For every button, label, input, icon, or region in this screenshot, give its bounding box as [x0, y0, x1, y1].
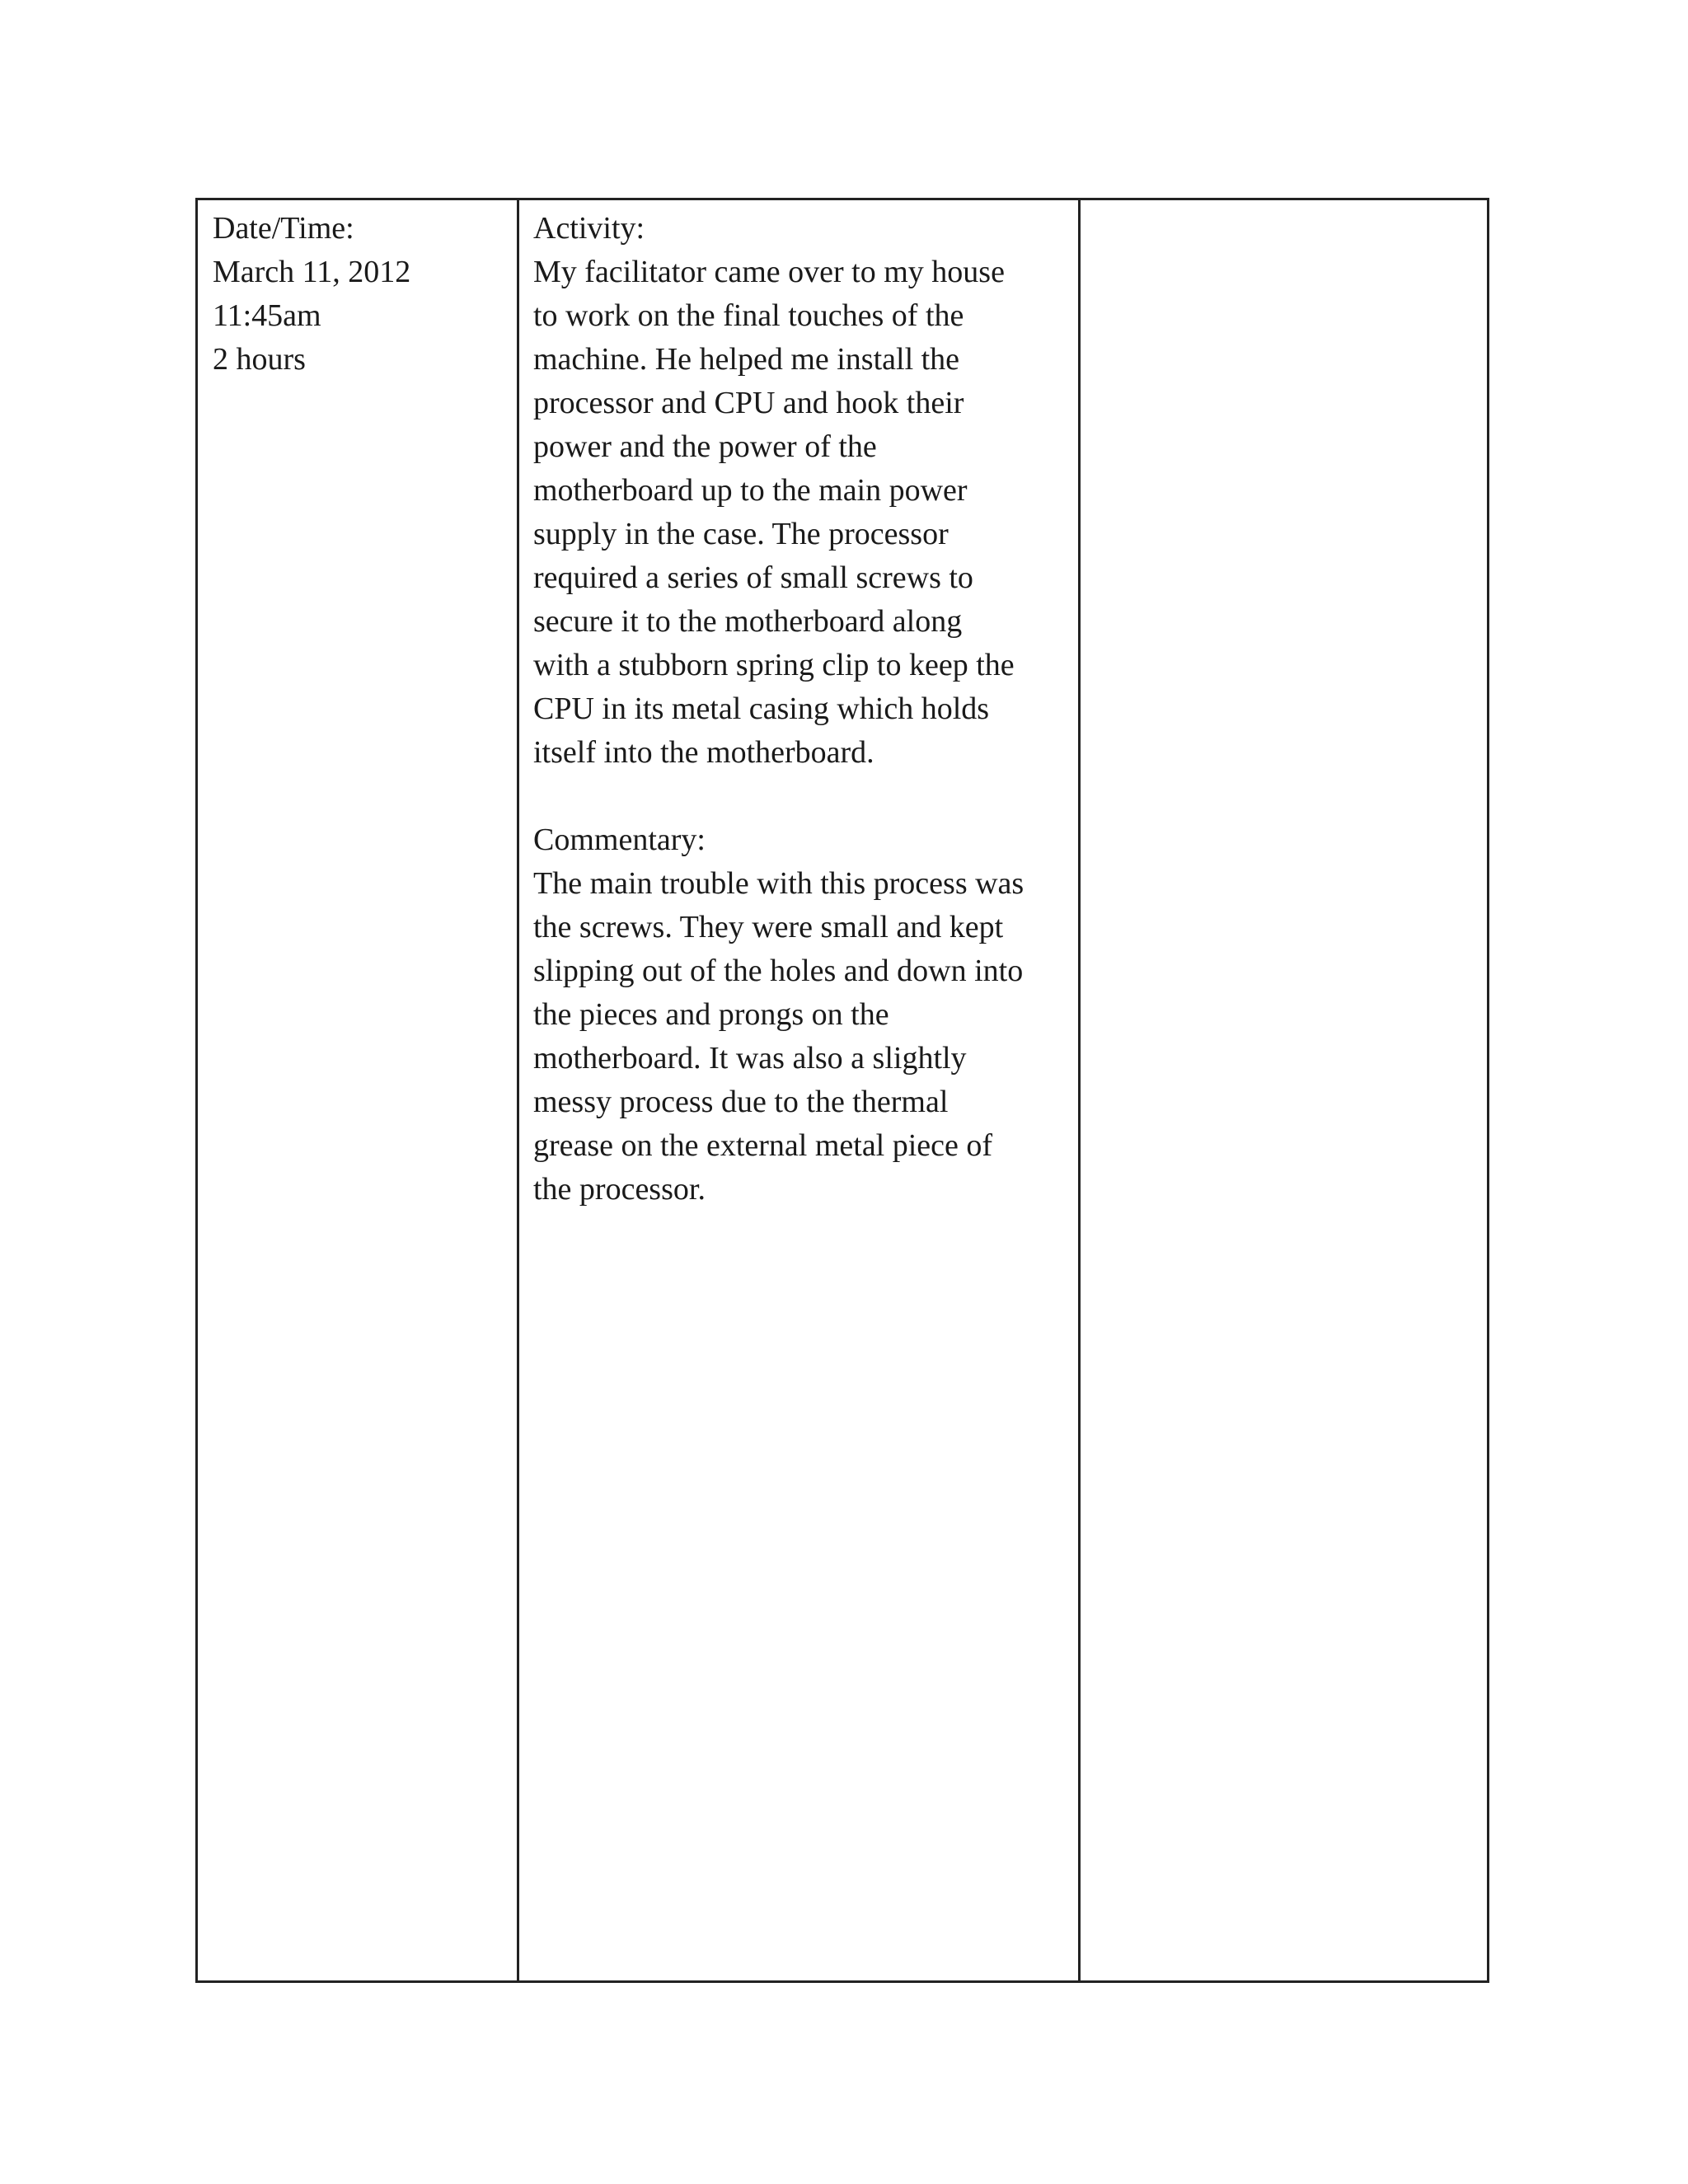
log-table — [195, 198, 1489, 1983]
paragraph-spacer — [533, 775, 1078, 818]
duration-value: 2 hours — [213, 342, 306, 377]
empty-notes-cell — [1081, 200, 1487, 1980]
commentary-line: messy process due to the thermal — [533, 1085, 949, 1119]
activity-line: CPU in its metal casing which holds — [533, 691, 990, 726]
commentary-line: motherboard. It was also a slightly — [533, 1041, 967, 1076]
activity-line: power and the power of the — [533, 429, 877, 464]
commentary-line: grease on the external metal piece of — [533, 1128, 993, 1163]
commentary-line: the screws. They were small and kept — [533, 910, 1004, 944]
activity-line: to work on the final touches of the — [533, 298, 964, 333]
activity-line: secure it to the motherboard along — [533, 604, 963, 639]
activity-heading: Activity: — [533, 211, 645, 246]
activity-line: with a stubborn spring clip to keep the — [533, 648, 1015, 682]
time-value: 11:45am — [213, 298, 321, 333]
commentary-line: the processor. — [533, 1172, 706, 1207]
activity-line: itself into the motherboard. — [533, 735, 874, 770]
activity-cell — [519, 200, 1081, 1980]
commentary-line: the pieces and prongs on the — [533, 997, 889, 1032]
activity-line: My facilitator came over to my house — [533, 255, 1005, 289]
date-time-cell — [198, 200, 519, 1980]
activity-line: supply in the case. The processor — [533, 517, 949, 551]
activity-line: motherboard up to the main power — [533, 473, 968, 508]
commentary-line: slipping out of the holes and down into — [533, 954, 1024, 988]
activity-line: processor and CPU and hook their — [533, 386, 964, 420]
activity-line: machine. He helped me install the — [533, 342, 960, 377]
commentary-line: The main trouble with this process was — [533, 866, 1025, 901]
activity-line: required a series of small screws to — [533, 560, 973, 595]
date-time-label: Date/Time: — [213, 211, 354, 246]
commentary-heading: Commentary: — [533, 823, 706, 857]
date-value: March 11, 2012 — [213, 255, 411, 289]
